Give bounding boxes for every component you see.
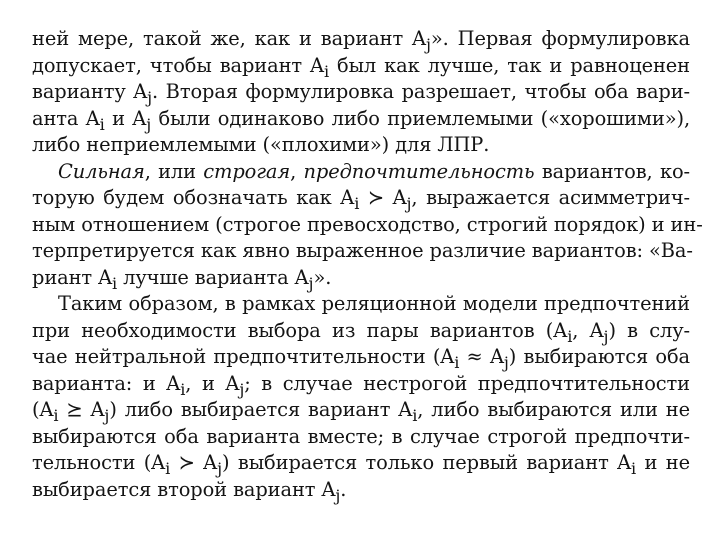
text-line: Сильная, или строгая, предпочтительность вариантов, ко- <box>58 159 690 183</box>
text-line: тельности ($A_i$ ≻ $A_j$) выбирается только первый вариант $A_i$ и не <box>32 451 690 478</box>
text-line: чае нейтральной предпочтительности $(A_i \approx A_j)$ выбираются оба <box>32 345 690 372</box>
text-line: анта $A_i$ и $A_j$ были одинаково либо приемлемыми («хорошими»), <box>32 106 691 134</box>
text-line: Таким образом, в рамках реляционной модели предпочтений <box>58 292 690 315</box>
text-line: ней мере, такой же, как и вариант $A_j$». Первая формулировка <box>32 27 690 54</box>
text-line: риант $A_i$ лучше варианта $A_j$». <box>32 265 332 293</box>
text-line: допускает, чтобы вариант $A_i$ был как лучше, так и равноценен <box>32 53 690 81</box>
text-line: выбираются оба варианта вместе; в случае строгой предпочти- <box>32 424 690 448</box>
text-line: ным отношением (строгое превосходство, строгий порядок) и ин- <box>32 212 703 236</box>
text-line: варианту $A_j$. Вторая формулировка разрешает, чтобы оба вари- <box>32 80 690 107</box>
text-line: либо неприемлемыми («плохими») для ЛПР. <box>32 133 490 156</box>
text-line: ($A_i$ ⪰ $A_j$) либо выбирается вариант $A_i$, либо выбираются или не <box>32 398 690 425</box>
body-text <box>32 26 703 505</box>
text-line: терпретируется как явно выраженное различие вариантов: «Ва- <box>32 239 693 262</box>
text-line: при необходимости выбора из пары вариантов ($A_i$, $A_j$) в слу- <box>32 318 691 346</box>
text-line: торую будем обозначать как $A_i$ ≻ $A_j$, выражается асимметрич- <box>32 186 690 213</box>
text-line: выбирается второй вариант $A_j$. <box>32 477 347 505</box>
text-line: варианта: и $A_i$, и $A_j$; в случае нестрогой предпочтительности <box>32 371 690 399</box>
